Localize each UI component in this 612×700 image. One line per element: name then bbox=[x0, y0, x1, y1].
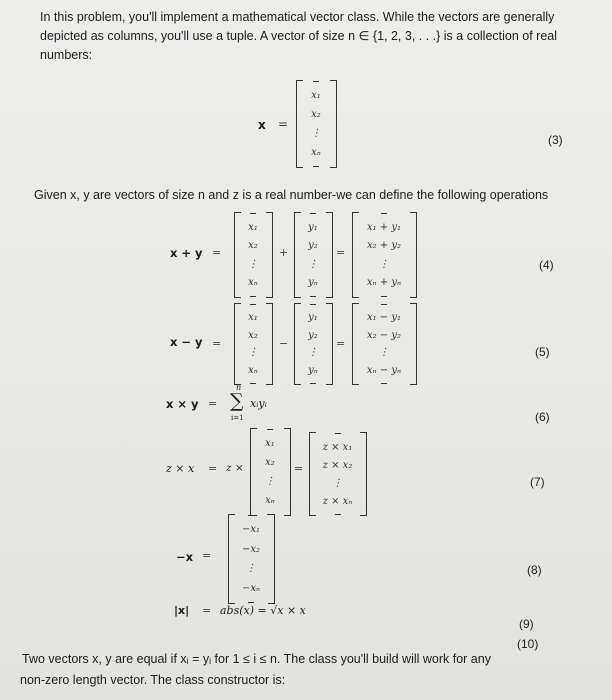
eq6-sum-sigma: ∑ bbox=[230, 390, 244, 412]
eq4-result-entry-1: x₁ + y₁ bbox=[366, 221, 402, 233]
eq7-result-entry-3: ⋮ bbox=[332, 477, 343, 489]
eq7-x-entry-2: x₂ bbox=[265, 457, 275, 468]
eq4-x-entry-3: ⋮ bbox=[248, 258, 258, 270]
intro-line-2: depicted as columns, you'll use a tuple. A vector of size n ∈ {1, 2, 3, . . .} is a collection of real bbox=[40, 29, 558, 43]
eq4-y-entry-1: y₁ bbox=[308, 221, 318, 233]
eq5-y-entry-2: y₂ bbox=[308, 329, 318, 341]
eq7-lhs-text: z × x bbox=[166, 462, 195, 475]
eq4-y-entry-3: ⋮ bbox=[308, 258, 318, 270]
eq8-entry-3: ⋮ bbox=[246, 563, 256, 575]
eq7-equals: = bbox=[208, 462, 218, 475]
eq4-y-entry-2: y₂ bbox=[308, 240, 318, 252]
eq3-entry-1: x₁ bbox=[311, 90, 321, 101]
closing-line-2: non-zero length vector. The class constructor is: bbox=[20, 673, 286, 687]
eq6-term: xᵢyᵢ bbox=[250, 397, 267, 410]
eq8-entry-1: −x₁ bbox=[241, 524, 261, 536]
eq5-y-entry-3: ⋮ bbox=[308, 347, 318, 359]
eq7-number: (7) bbox=[530, 475, 545, 489]
given-text: Given x, y are vectors of size n and z is a real number-we can define the following operations bbox=[34, 188, 549, 202]
eq4-result-entry-4: xₙ + yₙ bbox=[366, 277, 402, 289]
eq7-result-entry-2: z × x₂ bbox=[322, 459, 353, 471]
eq4-x-entry-1: x₁ bbox=[248, 221, 258, 233]
eq4-plus: + bbox=[279, 246, 289, 259]
eq5-x-entry-3: ⋮ bbox=[248, 347, 258, 359]
eq7-x-entry-1: x₁ bbox=[265, 438, 275, 449]
eq9-equals: = bbox=[202, 604, 212, 617]
eq5-result-entry-3: ⋮ bbox=[379, 347, 389, 359]
eq4-x-entry-4: xₙ bbox=[248, 277, 258, 289]
eq4-result-entry-3: ⋮ bbox=[379, 258, 389, 270]
eq9-rhs: abs(x) = √x × x bbox=[220, 604, 306, 617]
eq6-lhs: x × y bbox=[166, 397, 199, 411]
eq5-result-entry-1: x₁ − y₁ bbox=[366, 312, 402, 324]
eq7-x-entry-3: ⋮ bbox=[265, 476, 275, 487]
intro-line-1: In this problem, you'll implement a mathematical vector class. While the vectors are generally bbox=[40, 10, 555, 24]
eq5-equals-2: = bbox=[336, 337, 346, 350]
eq4-lhs: x + y bbox=[170, 246, 203, 260]
eq5-lhs: x − y bbox=[170, 335, 203, 349]
intro-line-3: numbers: bbox=[40, 48, 93, 62]
eq7-lhs bbox=[166, 462, 194, 475]
eq5-minus: − bbox=[279, 337, 289, 350]
eq7-equals-2: = bbox=[294, 462, 304, 475]
eq9-lhs: |x| bbox=[174, 604, 190, 617]
eq5-result-entry-4: xₙ − yₙ bbox=[366, 364, 402, 376]
eq9-number: (9) bbox=[519, 617, 534, 631]
eq6-sum-upper: n bbox=[236, 383, 242, 392]
eq5-y-entry-4: yₙ bbox=[308, 364, 318, 376]
eq3-lhs: x bbox=[258, 118, 266, 132]
eq4-x-entry-2: x₂ bbox=[248, 240, 258, 252]
eq8-lhs: −x bbox=[176, 550, 194, 564]
eq3-equals: = bbox=[278, 117, 289, 131]
eq5-result-entry-2: x₂ − y₂ bbox=[366, 329, 402, 341]
eq4-result-entry-2: x₂ + y₂ bbox=[366, 240, 402, 252]
eq5-x-entry-1: x₁ bbox=[248, 312, 258, 324]
eq5-number: (5) bbox=[535, 345, 550, 359]
eq7-result-entry-4: z × xₙ bbox=[322, 495, 353, 507]
eq5-x-entry-4: xₙ bbox=[248, 364, 258, 376]
eq3-entry-3: ⋮ bbox=[311, 128, 321, 139]
eq7-x-entry-4: xₙ bbox=[265, 495, 275, 506]
eq4-number: (4) bbox=[539, 258, 554, 272]
eq7-result-entry-1: z × x₁ bbox=[322, 441, 353, 453]
eq8-entry-2: −x₂ bbox=[241, 543, 261, 555]
eq6-number: (6) bbox=[535, 410, 550, 424]
eq6-sum-lower: i=1 bbox=[231, 414, 244, 422]
eq8-entry-4: −xₙ bbox=[241, 582, 261, 594]
eq3-entry-2: x₂ bbox=[311, 109, 321, 120]
eq4-equals: = bbox=[212, 246, 222, 259]
eq7-scalar: z × bbox=[226, 462, 244, 474]
eq8-number: (8) bbox=[527, 563, 542, 577]
eq4-equals-2: = bbox=[336, 246, 346, 259]
closing-line-1: Two vectors x, y are equal if xᵢ = yᵢ for 1 ≤ i ≤ n. The class you'll build will work for any bbox=[22, 652, 491, 666]
eq5-y-entry-1: y₁ bbox=[308, 312, 318, 324]
eq3-number: (3) bbox=[548, 133, 563, 147]
eq4-y-entry-4: yₙ bbox=[308, 277, 318, 289]
eq10-number: (10) bbox=[517, 637, 539, 651]
eq5-equals: = bbox=[212, 337, 222, 350]
eq8-equals: = bbox=[202, 549, 212, 562]
eq6-equals: = bbox=[208, 397, 218, 410]
eq5-x-entry-2: x₂ bbox=[248, 329, 258, 341]
eq3-entry-4: xₙ bbox=[311, 147, 321, 158]
